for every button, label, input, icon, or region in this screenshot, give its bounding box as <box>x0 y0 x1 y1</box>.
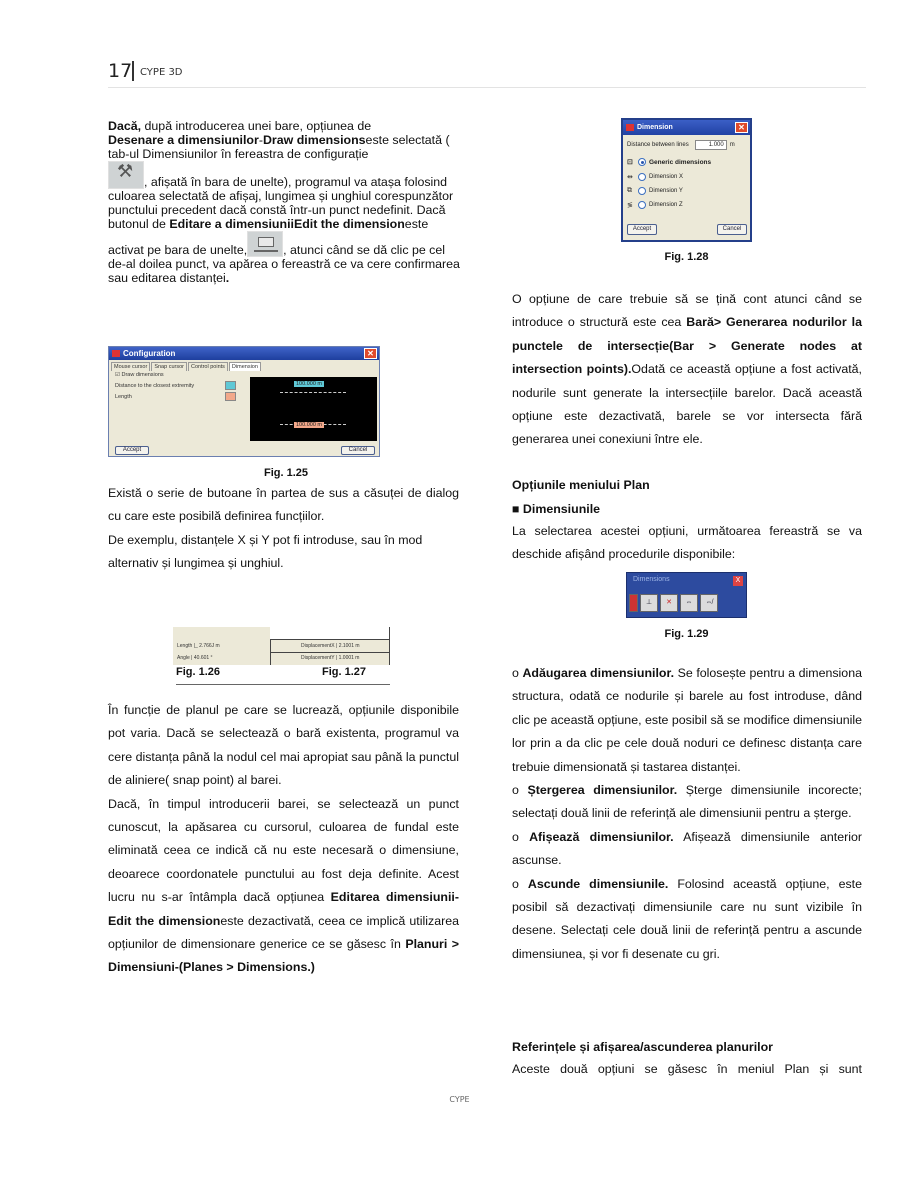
subsection-heading-dimensions: ■ Dimensiunile <box>512 502 601 516</box>
accept-button: Accept <box>627 224 657 235</box>
dimension-line-top <box>280 392 346 393</box>
toolbar-title: Dimensions <box>633 576 670 583</box>
intro-paragraph <box>108 119 464 285</box>
dimension-label-bottom: 100.000 m <box>296 422 322 428</box>
list-item <box>512 662 862 779</box>
option-label: Dimension Y <box>649 188 683 194</box>
dialog-tabs <box>109 360 379 371</box>
close-icon: ✕ <box>735 122 748 133</box>
show-dimension-icon: ⇔ <box>680 594 698 612</box>
dimension-z-icon: ≶ <box>627 202 633 209</box>
close-icon: X <box>733 576 743 586</box>
dialog-titlebar <box>623 120 750 135</box>
item-title: Adăugarea dimensiunilor. <box>522 666 675 680</box>
text: Odată ce această opțiune a fost activată, nodurile sunt generate la intersecțiile barelor. Dacă această opțiune este dezactivată, barele se vor intersecta fără generarea unei conexiuni între ele. <box>512 362 862 447</box>
text: , afișată în bara de unelte), programul va atașa folosind culoarea selectată de afișaj, lungimea și unghiul corespunzător punctului precedent dacă constă într-un punct nedefinit. Dacă butonul de <box>108 175 454 231</box>
option-generic-dimensions <box>627 158 711 166</box>
dimension-x-icon: ⇹ <box>627 174 633 181</box>
radio <box>638 201 646 209</box>
dimension-label-top: 100.000 m <box>296 381 322 387</box>
hide-dimension-icon: ⇎ <box>700 594 718 612</box>
figure-rule <box>176 684 390 685</box>
dimension-preview <box>250 377 377 441</box>
length-color-swatch <box>225 392 236 401</box>
draw-dimensions-checkbox: ☑ Draw dimensions <box>115 372 164 378</box>
text: este activat pe bara de unelte, <box>108 217 429 257</box>
page-header <box>108 58 866 88</box>
accept-button: Accept <box>115 446 149 455</box>
text: De exemplu, distanțele X și Y pot fi introduse, sau în mod alternativ și lungimea și unghiul. <box>108 532 423 571</box>
dialog-title: Dimension <box>637 124 673 131</box>
item-title: Ștergerea dimensiunilor. <box>527 783 678 798</box>
running-title: CYPE 3D <box>140 67 183 78</box>
toolbar-grip-icon <box>629 594 638 612</box>
item-text: Afișează dimensiunile anterior ascunse. <box>512 829 862 868</box>
bullet: o <box>512 783 528 798</box>
fig-1-28-caption: Fig. 1.28 <box>664 251 709 263</box>
text: În funcție de planul pe care se lucrează, opțiunile disponibile pot varia. Dacă se selectează o bară existenta, programul va cere distanța până la nodul cel mai apropiat sau până la punctul de aliniere( snap point) al barei. <box>108 703 459 788</box>
radio-selected <box>638 158 646 166</box>
item-title: Afișează dimensiunilor. <box>529 829 674 844</box>
bullet: o <box>512 829 530 844</box>
delete-dimension-icon: ✕ <box>660 594 678 612</box>
distance-row-label: Distance to the closest extremity <box>115 383 195 389</box>
generic-dimension-icon: ⊡ <box>627 159 633 166</box>
angle-field: Angle | 40.601 ° <box>177 655 213 661</box>
option-label: Dimension Z <box>649 202 683 208</box>
divider <box>271 652 390 653</box>
distance-between-lines-row <box>627 140 735 150</box>
list-item <box>512 779 862 826</box>
text: - <box>258 133 263 147</box>
text-bold: Bară> Generarea nodurilor la punctele de intersecție(Bar > Generate nodes at intersection points). <box>512 315 862 377</box>
displacement-x-field: DisplacementX | 2.1001 m <box>301 643 360 649</box>
dimensions-intro-paragraph <box>512 520 862 567</box>
bullet: o <box>512 876 528 891</box>
divider <box>389 627 390 665</box>
option-label: Dimension X <box>649 174 684 180</box>
tab-mouse-cursor: Mouse cursor <box>111 362 150 371</box>
dimensions-toolbar-figure <box>626 572 747 618</box>
tab-dimension: Dimension <box>229 362 261 371</box>
fig-1-26-caption: Fig. 1.26 <box>176 666 221 678</box>
header-separator <box>132 61 134 81</box>
text-bold: Draw dimensions <box>262 133 366 147</box>
text: este dezactivată, ceea ce implică utilizarea opțiunilor de dimensionare generice ce se găsesc în <box>108 913 459 952</box>
fig-1-25-caption: Fig. 1.25 <box>263 467 309 479</box>
item-text: Șterge dimensiunile incorecte; selectați două linii de referință ale dimensiunii pentru a șterge. <box>512 783 862 821</box>
edit-dimension-icon <box>247 231 283 257</box>
tab-control-points: Control points <box>188 362 228 371</box>
option-label: Generic dimensions <box>649 158 712 166</box>
plane-options-paragraph <box>108 699 459 980</box>
text-bold: Dacă, <box>108 119 142 133</box>
toolbar-buttons <box>629 594 720 612</box>
buttons-paragraph <box>108 482 459 576</box>
close-icon: ✕ <box>364 348 377 359</box>
bullet: o <box>512 666 523 680</box>
checkbox-label: Draw dimensions <box>121 372 164 378</box>
distance-color-swatch <box>225 381 236 390</box>
option-dimension-z <box>627 201 683 209</box>
option-dimension-x <box>627 173 683 181</box>
displacement-y-field: DisplacementY | 1.0001 m <box>301 655 360 661</box>
distance-field: 1.000 <box>695 140 727 150</box>
tab-snap-cursor: Snap cursor <box>151 362 187 371</box>
add-dimension-icon: ⊥ <box>640 594 658 612</box>
length-row-label: Length <box>115 394 132 400</box>
section-heading-references: Referințele și afișarea/ascunderea planurilor <box>512 1040 774 1054</box>
dialog-titlebar <box>109 347 379 360</box>
text: Dacă, în timpul introducerii barei, se selectează un punct cunoscut, la apăsarea cu cursorul, culoarea de fundal este eliminată ceea ce indică că nu este necesară o dimensiune, deoarece coordonatele punctului au fost deja definite. Acest lucru nu s-ar întâmpla dacă opțiunea <box>108 796 459 905</box>
text-bold: Desenare a dimensiunilor <box>108 133 259 147</box>
configuration-dialog-figure <box>108 346 380 457</box>
text-bold: . <box>225 271 230 285</box>
radio <box>638 187 646 195</box>
dialog-title: Configuration <box>123 349 176 358</box>
item-text: Se folosește pentru a dimensiona structura, odată ce nodurile și barele au fost introduse, dând clic pe această opțiune, este posibil să se modifice dimensiunile lor prin a da clic pe cele două noduri ce definesc distanța care trebuie dimensionată și tastarea distanței. <box>512 666 862 774</box>
text: după introducerea unei bare, opțiunea de <box>141 119 372 133</box>
app-icon <box>626 124 634 131</box>
fig-1-27-caption: Fig. 1.27 <box>322 666 367 678</box>
text: Există o serie de butoane în partea de sus a căsuței de dialog cu care este posibilă definirea funcțiilor. <box>108 486 459 524</box>
text: , atunci când se dă clic pe cel de-al doilea punct, va apărea o fereastră ce va cere confirmarea sau editarea distanței <box>108 243 460 285</box>
dimension-y-icon: ⧉ <box>627 187 632 194</box>
text: Aceste două opțiuni se găsesc în meniul Plan și sunt <box>512 1062 862 1076</box>
blank-area <box>270 627 390 640</box>
text-bold: Editarea dimensiunii-Edit the dimension <box>108 890 459 928</box>
intersection-nodes-paragraph <box>512 288 862 452</box>
radio <box>638 173 646 181</box>
configuration-tools-icon <box>108 161 144 189</box>
section-heading-plan-menu: Opțiunile meniului Plan <box>512 478 650 492</box>
text-bold: Editare a dimensiuniiEdit the dimension <box>169 217 405 231</box>
cancel-button: Cancel <box>717 224 747 235</box>
item-text: Folosind această opțiune, este posibil să dezactivați dimensiunile care nu sunt vizibile în desene. Selectați cele două linii de referință pentru a ascunde dimensiunea, și vor fi desenate cu gri. <box>512 876 862 961</box>
unit-label: m <box>729 142 735 148</box>
item-title: Ascunde dimensiunile. <box>527 876 669 891</box>
distance-label: Distance between lines <box>627 142 689 148</box>
references-paragraph <box>512 1058 862 1081</box>
app-icon <box>112 350 120 357</box>
dimension-dialog-figure <box>621 118 752 242</box>
text: La selectarea acestei opțiuni, următoarea fereastră se va deschide afișând procedurile disponibile: <box>512 524 862 562</box>
length-angle-displacement-figure <box>173 627 390 665</box>
page-footer: CYPE <box>449 1095 470 1104</box>
text-bold: Planuri > Dimensiuni-(Planes > Dimensions.) <box>108 937 459 975</box>
list-item <box>512 826 862 873</box>
cancel-button: Cancel <box>341 446 375 455</box>
length-field: Length |_ 2.766J m <box>177 643 220 649</box>
text: O opțiune de care trebuie să se țină cont atunci când se introduce o structură este cea <box>512 292 862 330</box>
list-item <box>512 873 862 967</box>
page-number: 17 <box>108 60 133 82</box>
fig-1-29-caption: Fig. 1.29 <box>664 628 709 640</box>
option-dimension-y <box>627 187 683 195</box>
text: este selectată ( tab-ul Dimensiunilor în fereastra de configurație <box>108 133 450 161</box>
dimension-options-list <box>512 662 862 966</box>
